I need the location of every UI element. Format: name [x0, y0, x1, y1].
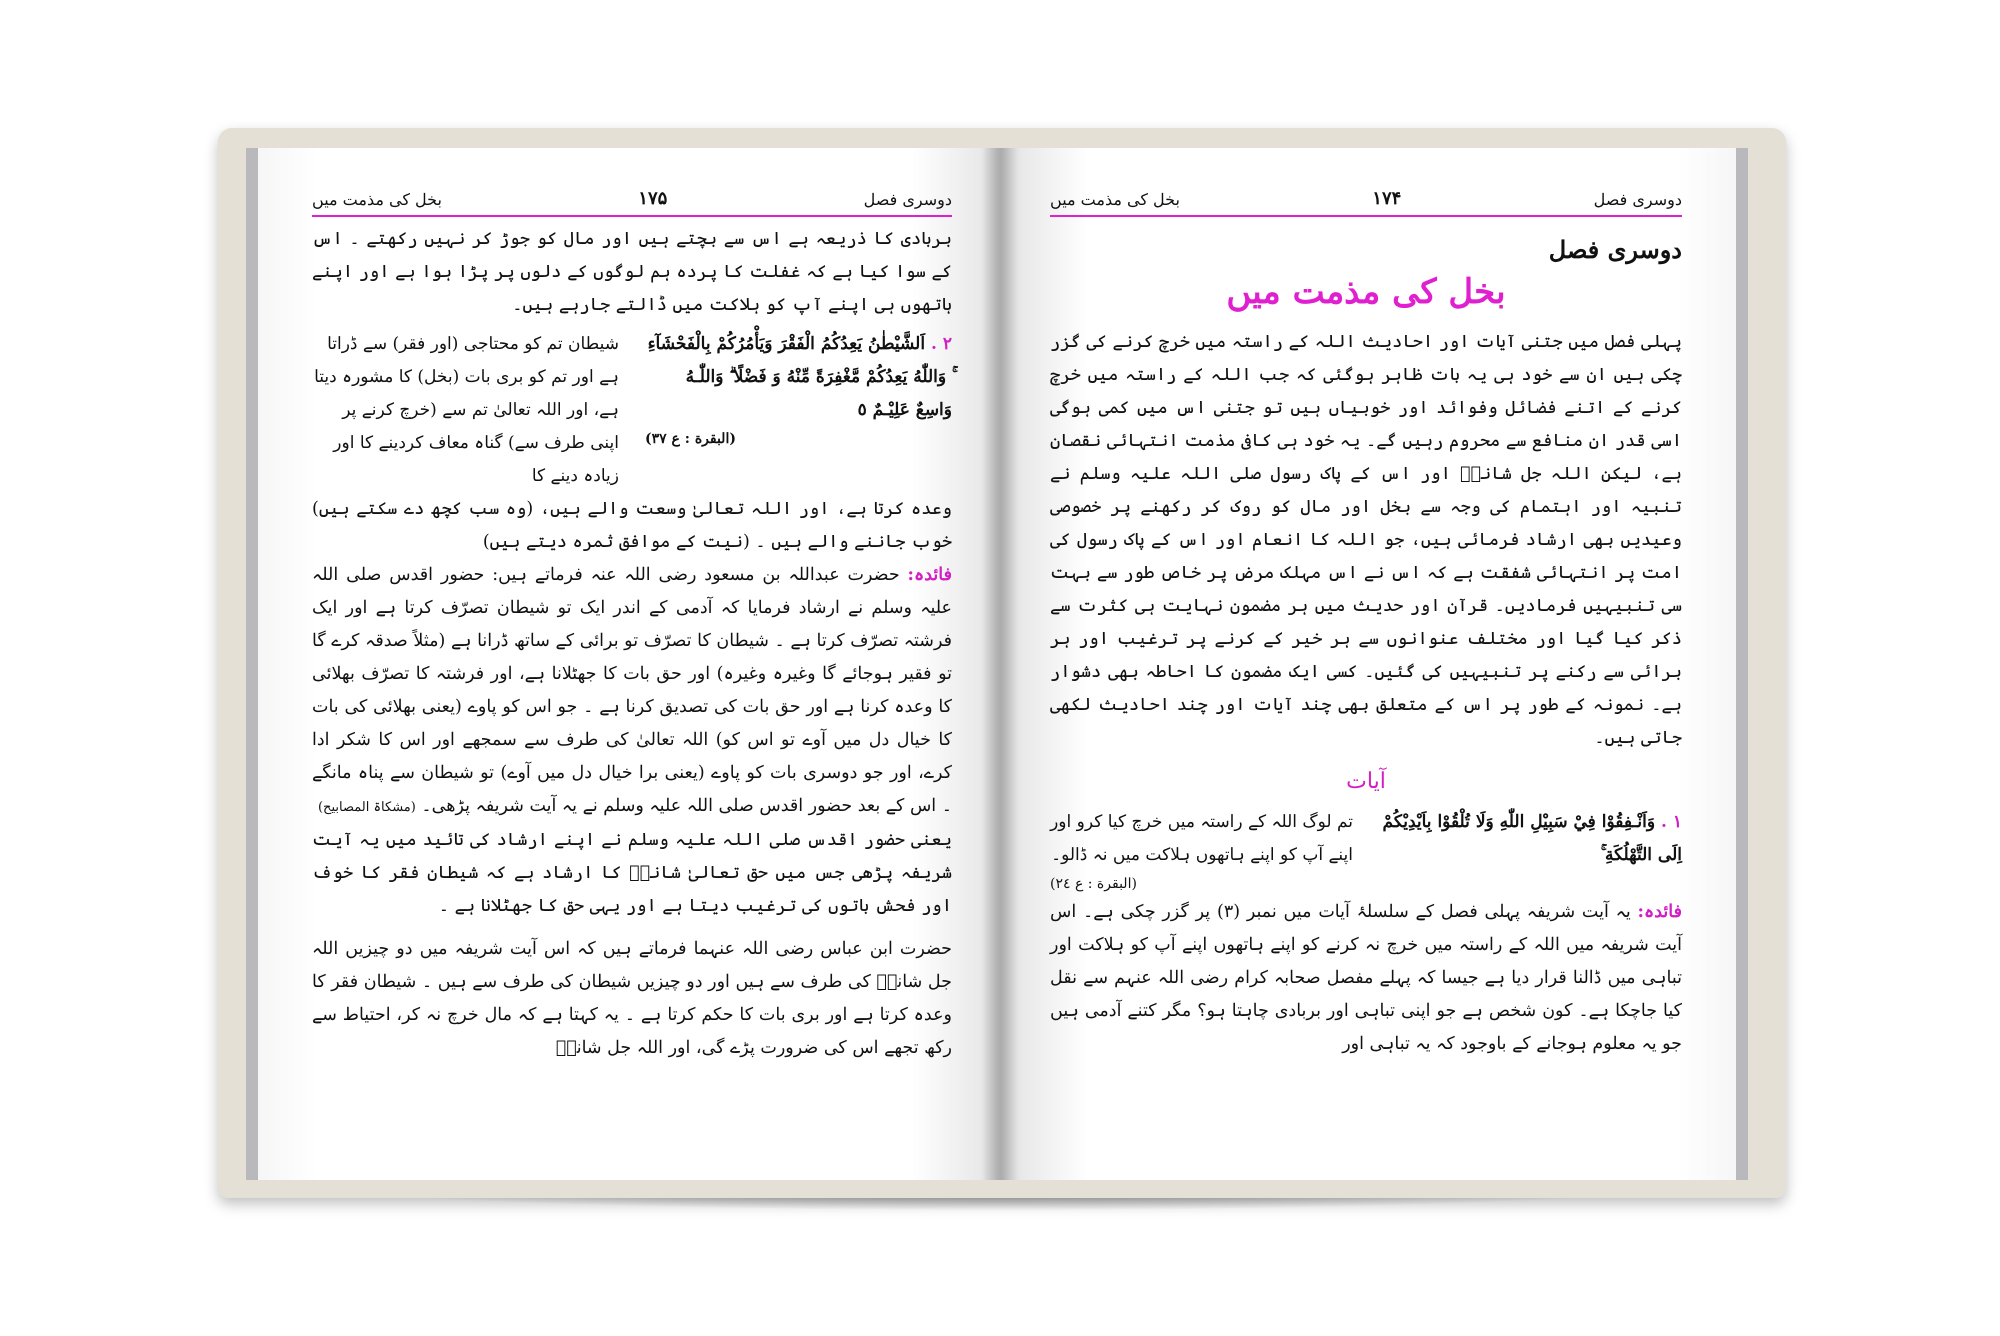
- left-para-4: حضرت ابن عباس رضی اللہ عنہما فرماتے ہیں کہ اس آیت شریفہ میں دو چیزیں اللہ جل شانہٗ کی طرف سے ہیں اور دو چیزیں شیطان کی طرف سے ہیں ۔ شیطان فقر کا وعدہ کرتا ہے اور بری بات کا حکم کرتا ہے ۔ یہ کہتا ہے کہ مال خرچ نہ کر، احتیاط سے رکھ تجھے اس کی ضرورت پڑے گی، اور اللہ جل شانہٗ: [312, 939, 952, 1058]
- left-faida-text: حضرت عبداللہ بن مسعود رضی اللہ عنہ فرماتے ہیں: حضور اقدس صلی اللہ علیہ وسلم نے ارشاد فرمایا کہ آدمی کے اندر ایک تو شیطان تصرّف کرتا ہے اور ایک فرشتہ تصرّف کرتا ہے ۔ شیطان کا تصرّف تو برائی کے ساتھ ڈرانا ہے (مثلاً صدقہ کرے گا تو فقیر ہوجائے گا وغیرہ وغیرہ) اور حق بات کا جھٹلانا ہے، اور فرشتہ کا تصرّف بھلائی کا وعدہ کرنا ہے اور حق بات کی تصدیق کرنا ہے ۔ جو اس کو پاوے (یعنی بھلائی کی بات کا خیال دل میں آوے تو اس کو) اللہ تعالیٰ کی طرف سے سمجھے اور اس کا شکر ادا کرے، اور جو دوسری بات کو پاوے (یعنی برا خیال دل میں آوے) تو شیطان سے پناہ مانگے ۔ اس کے بعد حضور اقدس صلی اللہ علیہ وسلم نے یہ آیت شریفہ پڑھی۔: [312, 565, 952, 816]
- right-faida-label: فائدہ:: [1637, 902, 1682, 922]
- left-page-content: [312, 188, 952, 1160]
- left-header-topic: بخل کی مذمت میں: [312, 190, 442, 209]
- left-page-header: [312, 188, 952, 217]
- left-faida: [312, 559, 952, 824]
- left-para-3: یعنی حضور اقدس صلی اللہ علیہ وسلم نے اپنے ارشاد کی تائید میں یہ آیت شریفہ پڑھی جس میں حق تعالیٰ شانہٗ کا ارشاد ہے کہ شیطان فقر کا خوف اور فحش باتوں کی ترغیب دیتا ہے اور یہی حق کا جھٹلانا ہے ۔: [312, 830, 952, 916]
- left-faida-label: فائدہ:: [907, 565, 952, 585]
- right-page-number: ۱۷۴: [1372, 188, 1402, 209]
- verse-2-arabic-block: [645, 328, 952, 451]
- section-title: بخل کی مذمت میں: [1226, 272, 1506, 312]
- right-page-content: [1050, 188, 1682, 1160]
- left-header-chapter: دوسری فصل: [863, 190, 952, 209]
- verse-1-urdu-block: [1050, 806, 1353, 896]
- left-page-number: ۱۷۵: [638, 188, 668, 209]
- verse-1-arabic-block: [1379, 806, 1682, 872]
- right-faida-text: یہ آیت شریفہ پہلی فصل کے سلسلۂ آیات میں نمبر (۳) پر گزر چکی ہے۔ اس آیت شریفہ میں اللہ کے راستہ میں خرچ نہ کرنے کو اپنے ہاتھوں اپنے آپ کو ہلاکت اور تباہی میں ڈالنا قرار دیا ہے جیسا کہ پہلے مفصل صحابہ کرام رضی اللہ عنہم سے نقل کیا جاچکا ہے۔ کون شخص ہے جو اپنی تباہی اور بربادی چاہتا ہو؟ مگر کتنے آدمی ہیں جو یہ معلوم ہوجانے کے باوجود کہ یہ تباہی اور: [1050, 902, 1682, 1054]
- verse-2-reference: (البقرة : ع ٣٧): [645, 431, 736, 447]
- left-para-1: بربادی کا ذریعہ ہے اس سے بچتے ہیں اور مال کو جوڑ کر نہیں رکھتے ۔ اس کے سوا کیا ہے کہ غفلت کا پردہ ہم لوگوں کے دلوں پر پڑا ہوا ہے اور اپنے ہاتھوں ہی اپنے آپ کو ہلاکت میں ڈالتے جارہے ہیں۔: [312, 229, 952, 315]
- left-page: [246, 148, 1002, 1180]
- verse-1-number: ۱ .: [1661, 812, 1682, 832]
- verse-1-urdu: تم لوگ اللہ کے راستہ میں خرچ کیا کرو اور اپنے آپ کو اپنے ہاتھوں ہلاکت میں نہ ڈالو۔: [1050, 812, 1353, 865]
- verse-1-reference: (البقرة : ع ٢٤): [1050, 876, 1137, 892]
- right-header-chapter: دوسری فصل: [1593, 190, 1682, 209]
- right-header-topic: بخل کی مذمت میں: [1050, 190, 1180, 209]
- left-para-2: وعدہ کرتا ہے، اور اللہ تعالیٰ وسعت والے ہیں، (وہ سب کچھ دے سکتے ہیں) خوب جاننے والے ہیں ۔ (نیت کے موافق ثمرہ دیتے ہیں): [312, 499, 952, 552]
- right-page-header: [1050, 188, 1682, 217]
- right-faida: [1050, 896, 1682, 1061]
- verse-1-block: [1050, 806, 1682, 896]
- verse-2-number: ۲ .: [931, 334, 952, 354]
- verse-2-block: [312, 328, 952, 493]
- verse-1-arabic: وَاَنْـفِقُوْا فِيْ سَبِيْلِ اللّٰهِ وَلَا تُلْقُوْا بِاَيْدِيْكُمْ اِلَى التَّهْلُكَةِ ۚ: [1382, 812, 1682, 865]
- book-spine-gutter: [982, 148, 1018, 1180]
- right-page: [1000, 148, 1748, 1180]
- left-faida-reference: (مشکاۃ المصابیح): [317, 800, 416, 815]
- verse-2-urdu: شیطان تم کو محتاجی (اور فقر) سے ڈراتا ہے اور تم کو بری بات (بخل) کا مشورہ دیتا ہے، اور اللہ تعالیٰ تم سے (خرچ کرنے پر اپنی طرف سے) گناہ معاف کردینے کا اور زیادہ دینے کا: [314, 334, 619, 486]
- verse-2-arabic: اَلشَّيْطٰنُ يَعِدُكُمُ الْفَقْرَ وَيَأْمُرُكُمْ بِالْفَحْشَآءِ ۚ وَاللّٰهُ يَعِدُكُمْ مَّغْفِرَةً مِّنْهُ وَ فَضْلًا ۗ وَاللّٰـهُ وَاسِعٌ عَلِيْـمٌ ٥: [647, 334, 952, 420]
- ayat-heading: آیات: [1346, 769, 1386, 794]
- right-intro: پہلی فصل میں جتنی آیات اور احادیث اللہ کے راستہ میں خرچ کرنے کی گزر چکی ہیں ان سے خود ہی یہ بات ظاہر ہوگئی کہ جب اللہ کے راستہ میں خرچ کرنے کے اتنے فضائل وفوائد اور خوبیاں ہیں تو جتنی اس میں کمی ہوگی اسی قدر ان منافع سے محروم رہیں گے۔ یہ خود ہی کافی مذمت انتہائی نقصان ہے، لیکن اللہ جل شانہٗ اور اس کے پاک رسول صلی اللہ علیہ وسلم نے تنبیہ اور اہتمام کی وجہ سے بخل اور مال کو روک کر رکھنے پر خصوصی وعیدیں بھی ارشاد فرمائی ہیں، جو اللہ کا انعام اور اس کے پاک رسول کی امت پر انتہائی شفقت ہے کہ اس نے اس مہلک مرض پر خاص طور سے بہت سی تنبیہیں فرمادیں۔ قرآن اور حدیث میں ہر مضمون نہایت ہی کثرت سے ذکر کیا گیا اور مختلف عنوانوں سے ہر خیر کے کرنے پر ترغیب اور ہر برائی سے رکنے پر تنبیہیں کی گئیں۔ کسی ایک مضمون کا احاطہ بھی دشوار ہے۔ نمونہ کے طور پر اس کے متعلق بھی چند آیات اور چند احادیث لکھی جاتی ہیں۔: [1050, 332, 1682, 748]
- chapter-title: دوسری فصل: [1548, 235, 1682, 264]
